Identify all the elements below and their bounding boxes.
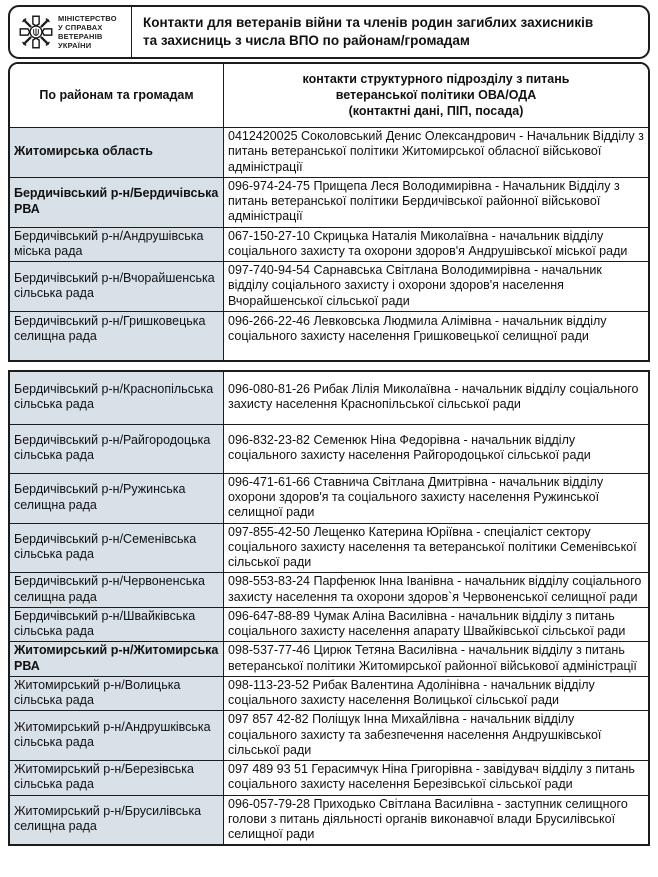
column-header-regions: По районам та громадам xyxy=(10,64,224,128)
ministry-name xyxy=(58,14,117,51)
contact-cell: 096-471-61-66 Ставнича Світлана Дмитрівна - начальник відділу охорони здоров'я та соціального захисту населення Ружинської селищної ради xyxy=(224,474,648,524)
table-row xyxy=(10,761,648,796)
table-row xyxy=(10,178,648,228)
table-row xyxy=(10,262,648,312)
table-row xyxy=(10,228,648,263)
region-cell: Бердичівський р-н/Бердичівська РВА xyxy=(10,178,224,228)
table-row xyxy=(10,128,648,178)
contact-cell: 067-150-27-10 Скрицька Наталія Миколаївна - начальник відділу соціального захисту та охорони здоров'я Андрушівської міської ради xyxy=(224,228,648,263)
column-header-contacts xyxy=(224,64,648,128)
column-header-contacts-line: (контактні дані, ПІП, посада) xyxy=(348,104,524,119)
contacts-table-segment-1 xyxy=(8,62,650,362)
table-row xyxy=(10,642,648,677)
region-cell: Бердичівський р-н/Вчорайшенська сільська рада xyxy=(10,262,224,312)
region-cell: Бердичівський р-н/Краснопільська сільська рада xyxy=(10,372,224,425)
region-cell: Житомирський р-н/Андрушківська сільська рада xyxy=(10,711,224,761)
ministry-name-line: ВЕТЕРАНІВ xyxy=(58,32,103,41)
contact-cell: 097 857 42-82 Поліщук Інна Михайлівна - начальник відділу соціального захисту та забезпечення населення Андрушківської сільської ради xyxy=(224,711,648,761)
document-page xyxy=(8,5,650,846)
contact-cell: 098-537-77-46 Цирюк Тетяна Василівна - начальник відділу з питань ветеранської політики Житомирської районної військової адміністрації xyxy=(224,642,648,677)
table-row xyxy=(10,608,648,643)
region-cell: Житомирський р-н/Житомирська РВА xyxy=(10,642,224,677)
contact-cell: 096-974-24-75 Прищепа Леся Володимирівна - Начальник Відділу з питань ветеранської політики Бердичівської районної військової адміністрації xyxy=(224,178,648,228)
contact-cell: 096-832-23-82 Семенюк Ніна Федорівна - начальник відділу соціального захисту населення Райгородоцької сільської ради xyxy=(224,425,648,474)
region-cell: Житомирський р-н/Волицька сільська рада xyxy=(10,677,224,712)
table-row xyxy=(10,312,648,360)
table-row xyxy=(10,796,648,845)
region-cell: Житомирський р-н/Брусилівська селищна рада xyxy=(10,796,224,845)
document-title-line2: та захисниць з числа ВПО по районам/громадам xyxy=(143,33,470,48)
region-cell: Бердичівський р-н/Семенівська сільська рада xyxy=(10,524,224,574)
contact-cell: 096-647-88-89 Чумак Аліна Василівна - начальник відділу з питань соціального захисту населення апарату Швайківської сільської ради xyxy=(224,608,648,643)
table-row xyxy=(10,524,648,574)
contact-cell: 096-080-81-26 Рибак Лілія Миколаївна - начальник відділу соціального захисту населення Краснопільської сільської ради xyxy=(224,372,648,425)
document-title-line1: Контакти для ветеранів війни та членів родин загиблих захисників xyxy=(143,14,594,30)
table-row xyxy=(10,711,648,761)
table-row xyxy=(10,573,648,608)
region-cell: Бердичівський р-н/Андрушівська міська рада xyxy=(10,228,224,263)
contact-cell: 096-266-22-46 Левковська Людмила Алімівна - начальник відділу соціального захисту населення Гришковецької селищної ради xyxy=(224,312,648,360)
region-cell: Бердичівський р-н/Гришковецька селищна рада xyxy=(10,312,224,360)
ministry-veterans-emblem-icon xyxy=(18,14,54,50)
ministry-name-line: УКРАЇНИ xyxy=(58,41,92,51)
contact-cell: 097-740-94-54 Сарнавська Світлана Володимирівна - начальник відділу соціального захисту і охорони здоров'я населення Вчорайшенської сільської ради xyxy=(224,262,648,312)
ministry-name-line: У СПРАВАХ xyxy=(58,22,103,32)
contact-cell: 0412420025 Соколовський Денис Олександрович - Начальник Відділу з питань ветеранської політики Житомирської обласної військової адміністрації xyxy=(224,128,648,178)
ministry-name-line: МІНІСТЕРСТВО xyxy=(58,13,117,23)
table-row xyxy=(10,677,648,712)
region-cell: Бердичівський р-н/Швайківська сільська рада xyxy=(10,608,224,643)
document-title xyxy=(132,7,648,57)
region-cell: Бердичівський р-н/Червоненська селищна рада xyxy=(10,573,224,608)
region-cell: Бердичівський р-н/Ружинська селищна рада xyxy=(10,474,224,524)
table-row xyxy=(10,474,648,524)
ministry-logo xyxy=(10,7,132,57)
header-banner xyxy=(8,5,650,59)
region-cell: Житомирський р-н/Березівська сільська рада xyxy=(10,761,224,796)
region-cell: Житомирська область xyxy=(10,128,224,178)
contact-cell: 098-553-83-24 Парфенюк Інна Іванівна - начальник відділу соціального захисту населення та охорони здоров`я Червоненської селищної ради xyxy=(224,573,648,608)
contact-cell: 096-057-79-28 Приходько Світлана Василівна - заступник селищного голови з питань діяльності органів виконавчої влади Брусилівської селищної ради xyxy=(224,796,648,845)
table-header-row xyxy=(10,64,648,128)
column-header-contacts-line: ветеранської політики ОВА/ОДА xyxy=(335,87,537,102)
table-row xyxy=(10,425,648,474)
column-header-contacts-line: контакти структурного підрозділу з питань xyxy=(302,71,570,86)
contact-cell: 097-855-42-50 Лещенко Катерина Юріївна - спеціаліст сектору соціального захисту населення та ветеранської політики Семенівської сільської ради xyxy=(224,524,648,574)
table-row xyxy=(10,372,648,425)
contact-cell: 098-113-23-52 Рибак Валентина Адолінівна - начальник відділу соціального захисту населення Волицької сільської ради xyxy=(224,677,648,712)
contacts-table-segment-2 xyxy=(8,370,650,847)
contact-cell: 097 489 93 51 Герасимчук Ніна Григорівна - завідувач відділу з питань соціального захисту населення Березівської сільської ради xyxy=(224,761,648,796)
region-cell: Бердичівський р-н/Райгородоцька сільська рада xyxy=(10,425,224,474)
